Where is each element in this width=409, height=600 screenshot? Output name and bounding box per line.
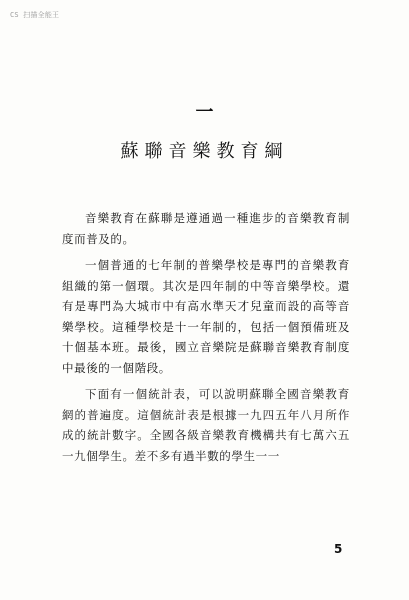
paragraph-2: 一個普通的七年制的普樂學校是專門的音樂教育組織的第一個環。其次是四年制的中等音樂學校。還有是專門為大城市中有高水準天才兒童而設的高等音樂學校。這種學校是十一年制的，包括一個預備班及十個基本班。最後，國立音樂院是蘇聯音樂教育制度中最後的一個階段。 bbox=[62, 258, 350, 375]
chapter-title: 蘇聯音樂教育綱 bbox=[120, 141, 289, 162]
page-number: 5 bbox=[334, 542, 343, 556]
paragraph-3: 下面有一個統計表，可以說明蘇聯全國音樂教育網的普遍度。這個統計表是根據一九四五年八月所作成的統計數字。全國各級音樂教育機構共有七萬六五一九個學生。差不多有過半數的學生一一 bbox=[62, 387, 350, 463]
scanner-watermark: CS 扫描全能王 bbox=[10, 11, 60, 19]
chapter-number: 一 bbox=[195, 102, 214, 123]
paragraph-1: 音樂教育在蘇聯是遵通過一種進步的音樂教育制度而普及的。 bbox=[62, 211, 350, 246]
body-text bbox=[62, 208, 350, 472]
